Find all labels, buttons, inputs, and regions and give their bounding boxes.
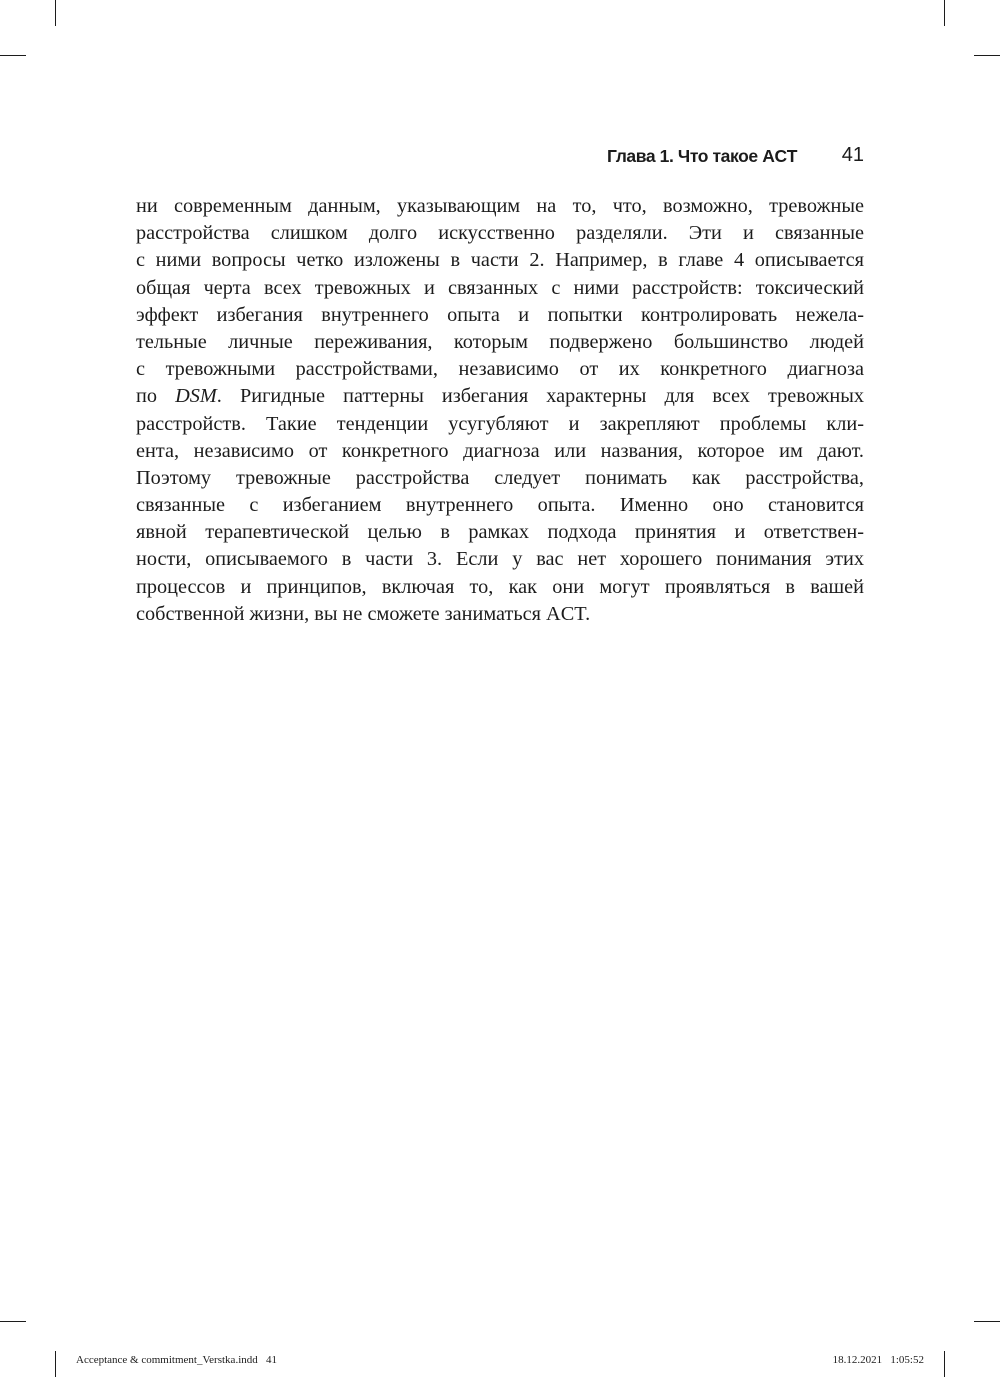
crop-mark-top-left-vertical <box>55 0 56 26</box>
page-number: 41 <box>841 144 864 166</box>
text-line: общая черта всех тревожных и связанных с ними расстройств: токсический <box>136 276 864 299</box>
text-line-with-italic <box>136 383 864 410</box>
slug-datetime: 18.12.2021 1:05:52 <box>832 1354 924 1366</box>
text-line: явной терапевтической целью в рамках подхода принятия и ответствен- <box>136 521 864 544</box>
text-line: эффект избегания внутреннего опыта и попытки контролировать нежела- <box>136 303 864 326</box>
print-slug <box>0 1354 1000 1370</box>
text-line-start: по <box>136 385 176 408</box>
crop-mark-top-left-horizontal <box>0 55 26 56</box>
chapter-title: Глава 1. Что такое ACT <box>607 146 797 166</box>
text-line: ности, описываемого в части 3. Если у вас нет хорошего понимания этих <box>136 548 864 571</box>
crop-mark-bottom-left-horizontal <box>0 1321 26 1322</box>
text-line: процессов и принципов, включая то, как они могут проявляться в вашей <box>136 575 864 598</box>
text-line: с тревожными расстройствами, независимо от их конкретного диагноза <box>136 358 864 381</box>
italic-dsm: DSM <box>175 385 217 408</box>
text-line: ни современным данным, указывающим на то, что, возможно, тревожные <box>136 195 864 217</box>
text-line: расстройств. Такие тенденции усугубляют и закрепляют проблемы кли- <box>136 412 864 435</box>
crop-mark-bottom-right-horizontal <box>974 1321 1000 1322</box>
running-head <box>136 145 864 171</box>
text-line: с ними вопросы четко изложены в части 2. Например, в главе 4 описывается <box>136 249 864 272</box>
slug-file-name: Acceptance & commitment_Verstka.indd 41 <box>76 1354 277 1366</box>
crop-mark-top-right-vertical <box>944 0 945 26</box>
text-line: связанные с избеганием внутреннего опыта. Именно оно становится <box>136 494 864 517</box>
body-paragraph <box>136 193 864 628</box>
text-line-last: собственной жизни, вы не сможете заниматься ACT. <box>136 602 591 625</box>
crop-mark-top-right-horizontal <box>974 55 1000 56</box>
text-line-end: . Ригидные паттерны избегания характерны для всех тревожных <box>216 385 864 408</box>
text-line: ента, независимо от конкретного диагноза или названия, которое им дают. <box>136 439 864 462</box>
text-line: Поэтому тревожные расстройства следует понимать как расстройства, <box>136 466 864 489</box>
text-line: тельные личные переживания, которым подвержено большинство людей <box>136 330 864 353</box>
text-line: расстройства слишком долго искусственно разделяли. Эти и связанные <box>136 222 864 245</box>
